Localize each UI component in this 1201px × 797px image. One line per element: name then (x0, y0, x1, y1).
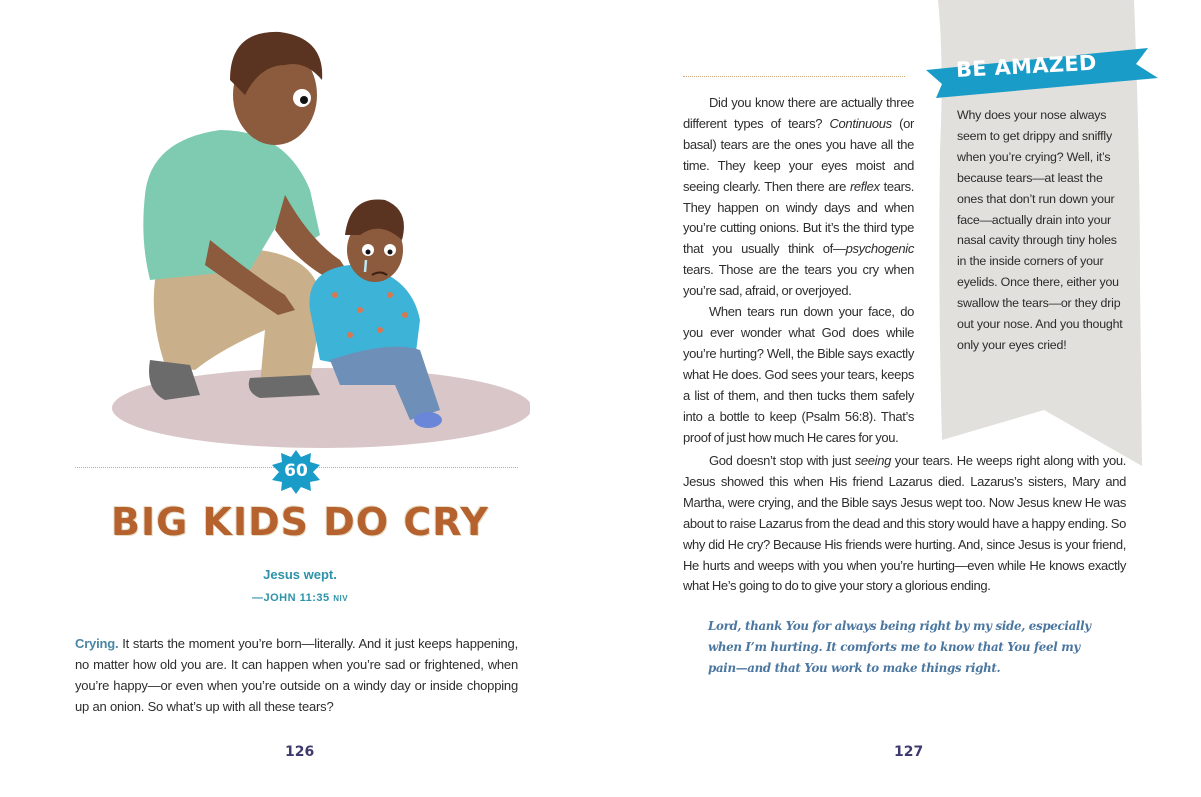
verse-citation: —JOHN 11:35 (251, 592, 330, 604)
para1-text-4: tears. Those are the tears you cry when you’re sad, afraid, or overjoyed. (683, 262, 914, 299)
intro-text: It starts the moment you’re born—literally. And it just keeps happening, no matter how old you are. It can happen when you’re sad or frightened, when you’re happy—or even when you’re outside on a windy day or inside chopping up an onion. So what’s up with all these tears? (75, 636, 518, 714)
intro-paragraph (75, 633, 518, 717)
para1-text-3: tears. They happen on windy days and when you’re cutting onions. But it’s the third type that you usually think of— (683, 178, 914, 257)
father-shoe-front (249, 375, 320, 398)
verse-translation: NIV (333, 594, 349, 603)
para1-text-1: Did you know there are actually three different types of tears? (683, 95, 914, 131)
verse-reference (0, 592, 600, 604)
para3-italic-seeing: seeing (854, 453, 891, 468)
article-column-narrow (683, 93, 914, 449)
left-page (0, 0, 600, 797)
boy-sock (414, 412, 442, 428)
divider-dotted-right (683, 76, 905, 77)
para3-text-2: your tears. He weeps right along with you. Jesus showed this when His friend Lazarus died. Lazarus’s sisters, Mary and Martha, were crying, and the Bible says Jesus wept too. Now Jesus knew He was about to raise Lazarus from the dead and this story would have a happy ending. So why did He cry? Because His friends were hurting. And, since Jesus is your friend, He hurts and weeps with you when you’re hurting—even while He knows exactly what He’s going to do to give your story a glorious ending. (683, 453, 1126, 594)
illustration-father-comforting-boy (110, 20, 530, 460)
paragraph-god-sees: When tears run down your face, do you ever wonder what God does while you’re hurting? Well, the Bible says exactly what He does. God sees your tears, keeps a list of them, and then tucks them safely into a bottle to keep (Psalm 56:8). That’s proof of just how much He cares for you. (683, 304, 914, 445)
article-column-wide (683, 451, 1126, 597)
intro-lead: Crying. (75, 636, 119, 651)
para1-text-2: (or basal) tears are the ones you have all the time. They keep your eyes moist and seeing clearly. Then there are (683, 115, 914, 194)
para3-text-1: God doesn’t stop with just (709, 453, 855, 468)
key-verse: Jesus wept. (263, 567, 337, 582)
boy-pupil-right (388, 250, 393, 255)
para1-italic-continuous: Continuous (829, 115, 892, 131)
chapter-badge (271, 450, 321, 494)
father-pupil (300, 96, 308, 104)
boy-tear (365, 260, 366, 272)
sidebar-heading: BE AMAZED (955, 50, 1098, 82)
chapter-number: 60 (284, 461, 308, 481)
prayer: Lord, thank You for always being right by my side, especially when I’m hurting. It comforts me to know that You feel my pain—and that You work to make things right. (708, 619, 1091, 675)
page-number-left: 126 (285, 744, 315, 760)
page-number-right: 127 (894, 744, 924, 760)
para1-italic-psychogenic: psychogenic (845, 241, 914, 257)
boy-pupil-left (366, 250, 371, 255)
be-amazed-banner (926, 48, 1158, 98)
para1-italic-reflex: reflex (849, 178, 880, 194)
paragraph-tear-types (683, 93, 914, 302)
paragraph-jesus-wept (683, 451, 1126, 597)
sidebar-text: Why does your nose always seem to get drippy and sniffly when you’re crying? Well, it’s because tears—at least the ones that don’t run down your face—actually drain into your nasal cavity through tiny holes in the inside corners of your eyelids. Once there, either you swallow the tears—or they drip out your nose. And you thought only your eyes cried! (957, 108, 1123, 352)
page-title: BIG KIDS DO CRY (111, 500, 489, 544)
